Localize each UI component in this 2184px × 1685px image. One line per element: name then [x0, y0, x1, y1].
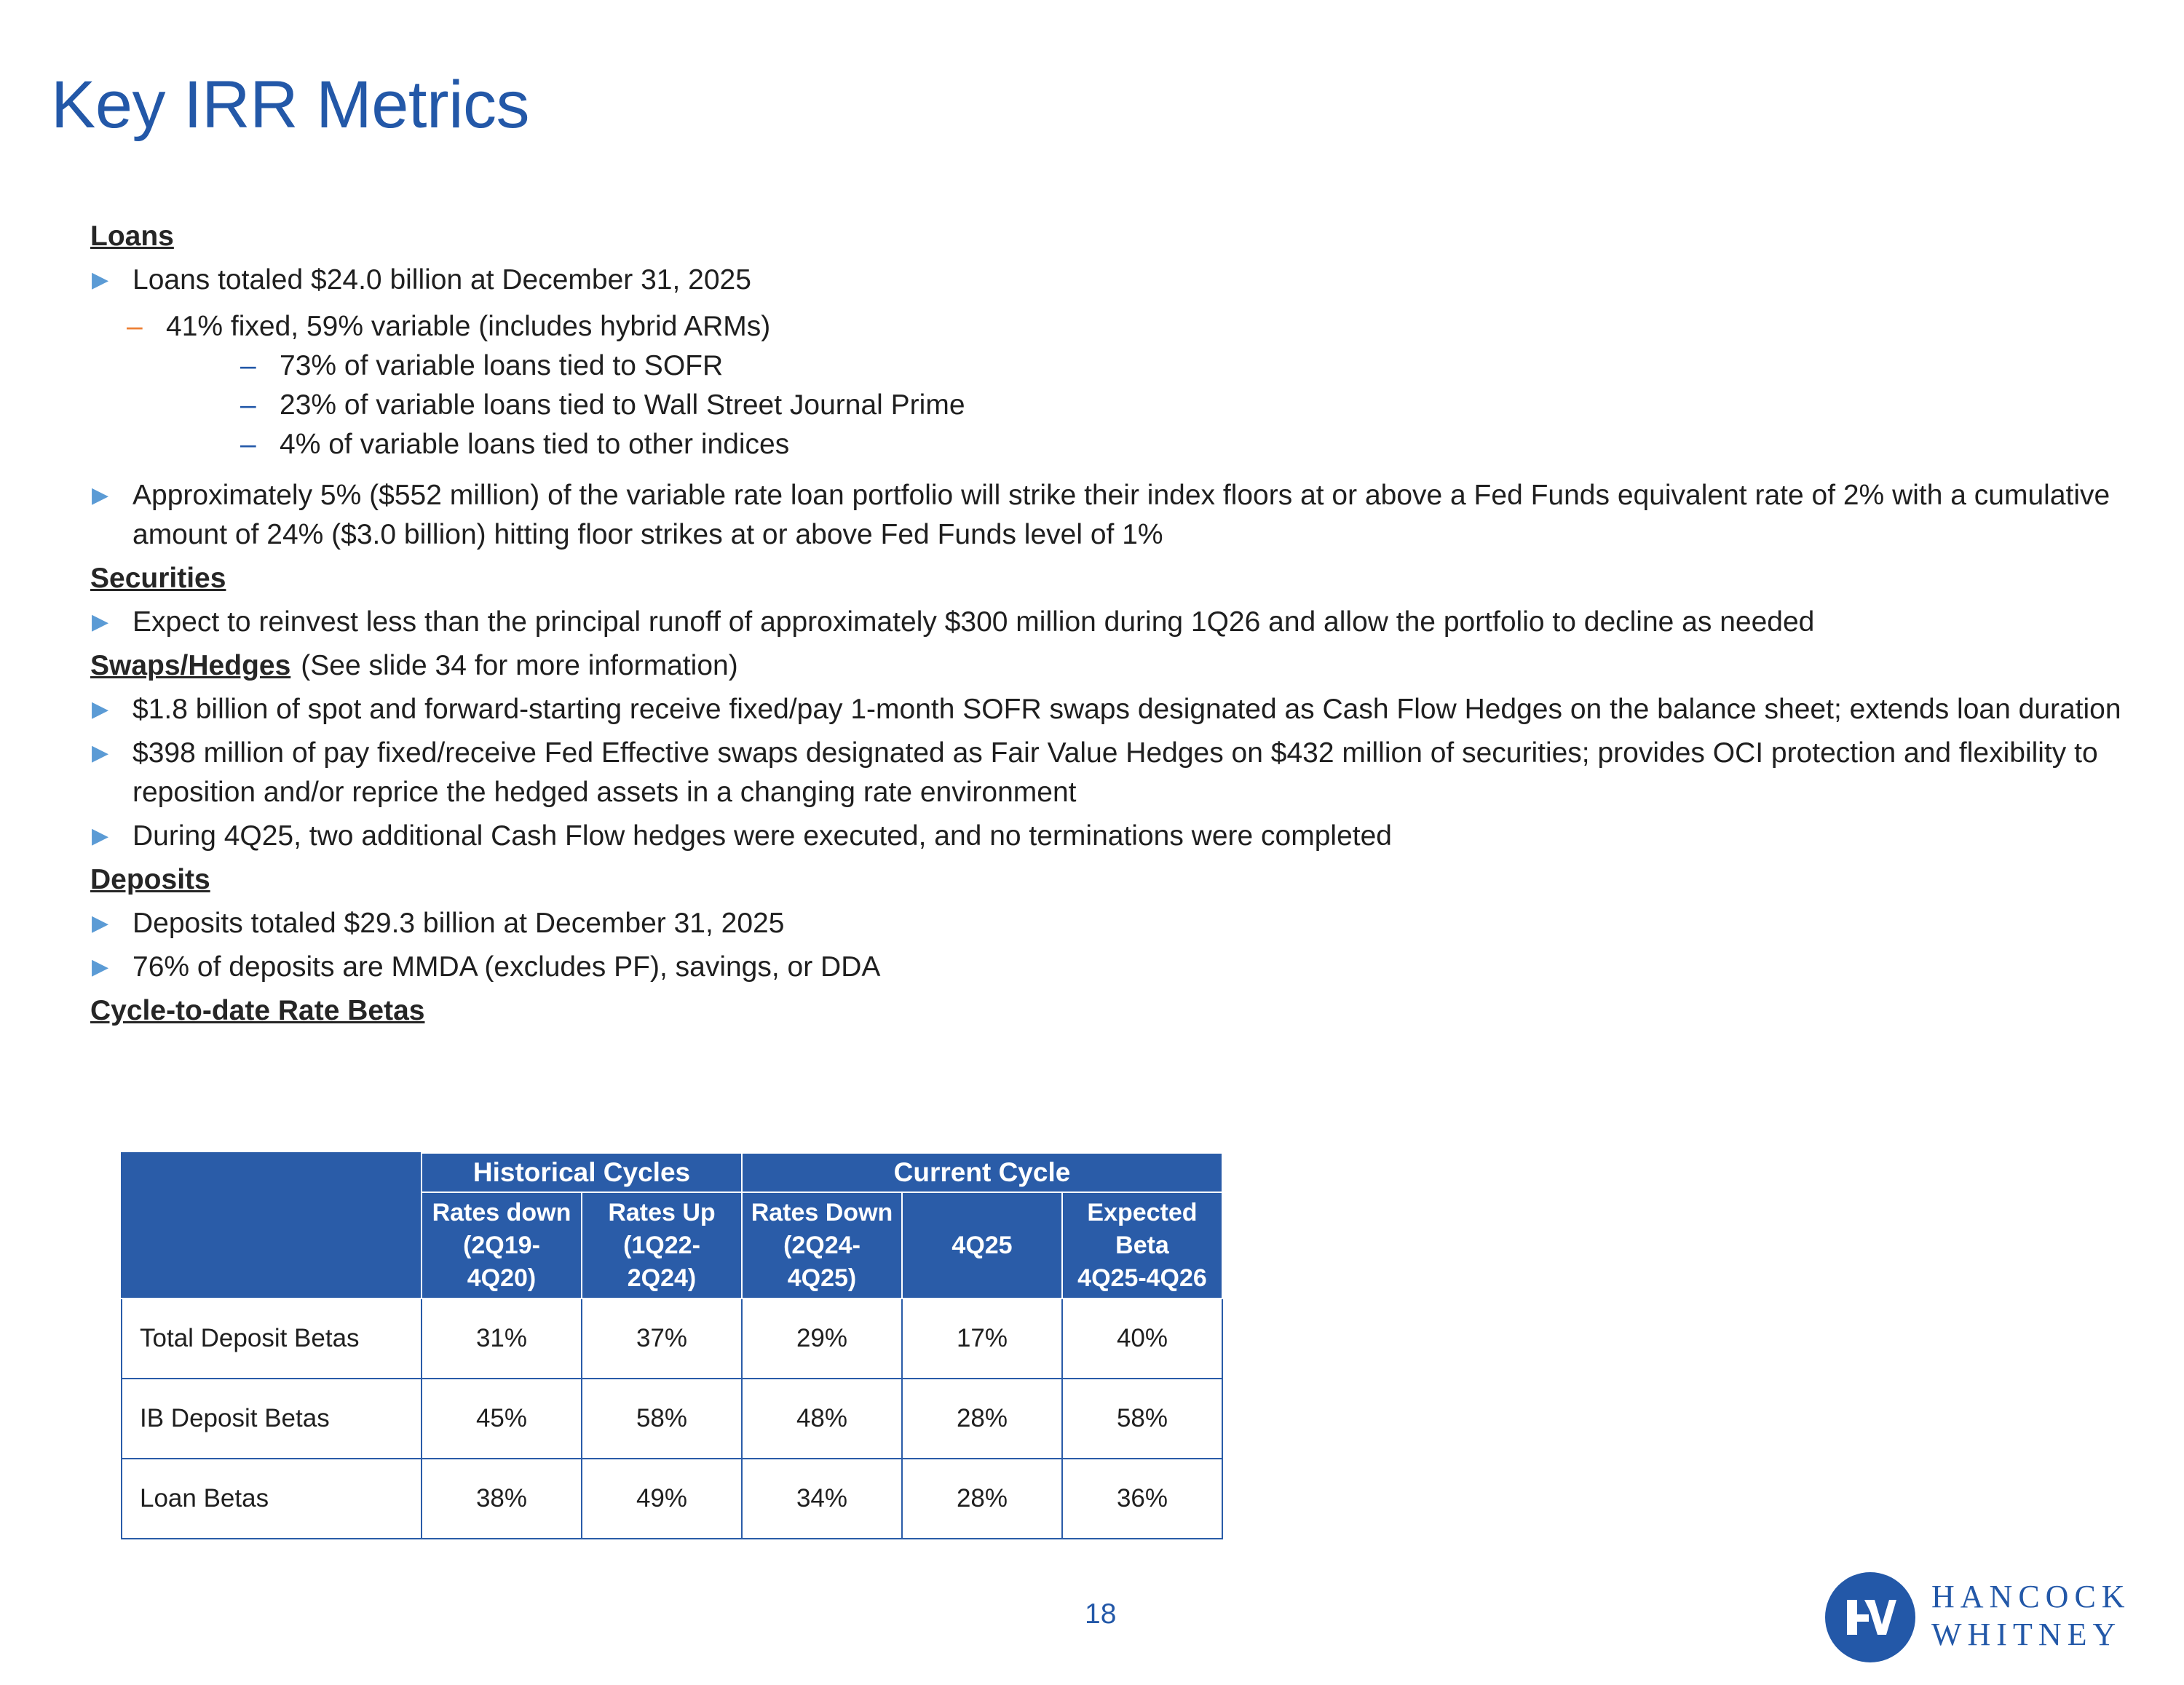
bullet-item: ▶ During 4Q25, two additional Cash Flow hedges were executed, and no terminations were completed	[90, 817, 2121, 856]
bullet-item: ▶ Approximately 5% ($552 million) of the variable rate loan portfolio will strike their index floors at or above a Fed Funds equivalent rate of 2% with a cumulative amount of 24% ($3.0 billion) hitting floor strikes at or above Fed Funds level of 1%	[90, 476, 2121, 555]
row-label: Total Deposit Betas	[122, 1299, 422, 1379]
triangle-bullet-icon: ▶	[92, 911, 109, 935]
table-cell: 58%	[582, 1379, 742, 1459]
table-cell: 40%	[1062, 1299, 1222, 1379]
dash-bullet-icon: –	[127, 311, 143, 342]
sub-sub-bullet-item: – 73% of variable loans tied to SOFR	[90, 346, 2121, 386]
table-cell: 48%	[742, 1379, 902, 1459]
section-heading-loans: Loans	[90, 221, 174, 252]
group-header-current: Current Cycle	[742, 1153, 1222, 1192]
table-cell: 38%	[422, 1459, 582, 1539]
page-title: Key IRR Metrics	[51, 68, 530, 142]
dash-bullet-icon: –	[240, 350, 256, 381]
triangle-bullet-icon: ▶	[92, 483, 109, 507]
triangle-bullet-icon: ▶	[92, 697, 109, 721]
column-header: Rates Down (2Q24- 4Q25)	[742, 1192, 902, 1299]
table-cell: 34%	[742, 1459, 902, 1539]
section-heading-securities: Securities	[90, 563, 226, 594]
triangle-bullet-icon: ▶	[92, 955, 109, 979]
section-heading-deposits: Deposits	[90, 864, 210, 895]
dash-bullet-icon: –	[240, 389, 256, 421]
row-label: Loan Betas	[122, 1459, 422, 1539]
column-header: Rates down (2Q19- 4Q20)	[422, 1192, 582, 1299]
hancock-whitney-logo	[1825, 1572, 2131, 1662]
sub-bullet-item: – 41% fixed, 59% variable (includes hybrid ARMs)	[90, 307, 2121, 346]
page-number: 18	[1085, 1598, 1117, 1630]
table-cell: 37%	[582, 1299, 742, 1379]
table-cell: 45%	[422, 1379, 582, 1459]
table-cell: 58%	[1062, 1379, 1222, 1459]
section-note: (See slide 34 for more information)	[301, 650, 738, 681]
bullet-item: ▶ $1.8 billion of spot and forward-starting receive fixed/pay 1-month SOFR swaps designated as Cash Flow Hedges on the balance sheet; extends loan duration	[90, 690, 2121, 729]
column-header: 4Q25	[902, 1192, 1062, 1299]
group-header-historical: Historical Cycles	[422, 1153, 742, 1192]
logo-text-line2: WHITNEY	[1931, 1617, 2122, 1652]
table-cell: 31%	[422, 1299, 582, 1379]
bullet-item: ▶ Loans totaled $24.0 billion at December 31, 2025	[90, 261, 2121, 300]
table-cell: 36%	[1062, 1459, 1222, 1539]
hw-emblem-icon	[1825, 1572, 1915, 1662]
table-row	[122, 1379, 1222, 1459]
sub-sub-bullet-item: – 4% of variable loans tied to other indices	[90, 425, 2121, 464]
section-heading-swaps: Swaps/Hedges	[90, 650, 291, 681]
table-cell: 29%	[742, 1299, 902, 1379]
table-row	[122, 1459, 1222, 1539]
logo-text-line1: HANCOCK	[1931, 1579, 2131, 1614]
table-cell: 49%	[582, 1459, 742, 1539]
rate-betas-table	[121, 1152, 1223, 1539]
table-cell: 17%	[902, 1299, 1062, 1379]
table-row	[122, 1299, 1222, 1379]
table-cell: 28%	[902, 1459, 1062, 1539]
column-header: Rates Up (1Q22- 2Q24)	[582, 1192, 742, 1299]
sub-sub-bullet-item: – 23% of variable loans tied to Wall Street Journal Prime	[90, 386, 2121, 425]
triangle-bullet-icon: ▶	[92, 741, 109, 765]
column-header: Expected Beta 4Q25-4Q26	[1062, 1192, 1222, 1299]
triangle-bullet-icon: ▶	[92, 610, 109, 634]
dash-bullet-icon: –	[240, 429, 256, 460]
table-corner-cell	[122, 1153, 422, 1299]
bullet-item: ▶ Deposits totaled $29.3 billion at December 31, 2025	[90, 904, 2121, 943]
bullet-item: ▶ $398 million of pay fixed/receive Fed Effective swaps designated as Fair Value Hedges on $432 million of securities; provides OCI protection and flexibility to reposition and/or reprice the hedged assets in a changing rate environment	[90, 734, 2121, 812]
bullet-item: ▶ Expect to reinvest less than the principal runoff of approximately $300 million during 1Q26 and allow the portfolio to decline as needed	[90, 603, 2121, 642]
triangle-bullet-icon: ▶	[92, 824, 109, 848]
triangle-bullet-icon: ▶	[92, 268, 109, 292]
bullet-item: ▶ 76% of deposits are MMDA (excludes PF), savings, or DDA	[90, 948, 2121, 987]
row-label: IB Deposit Betas	[122, 1379, 422, 1459]
table-cell: 28%	[902, 1379, 1062, 1459]
slide-content	[90, 213, 2121, 1034]
section-heading-betas: Cycle-to-date Rate Betas	[90, 995, 425, 1026]
